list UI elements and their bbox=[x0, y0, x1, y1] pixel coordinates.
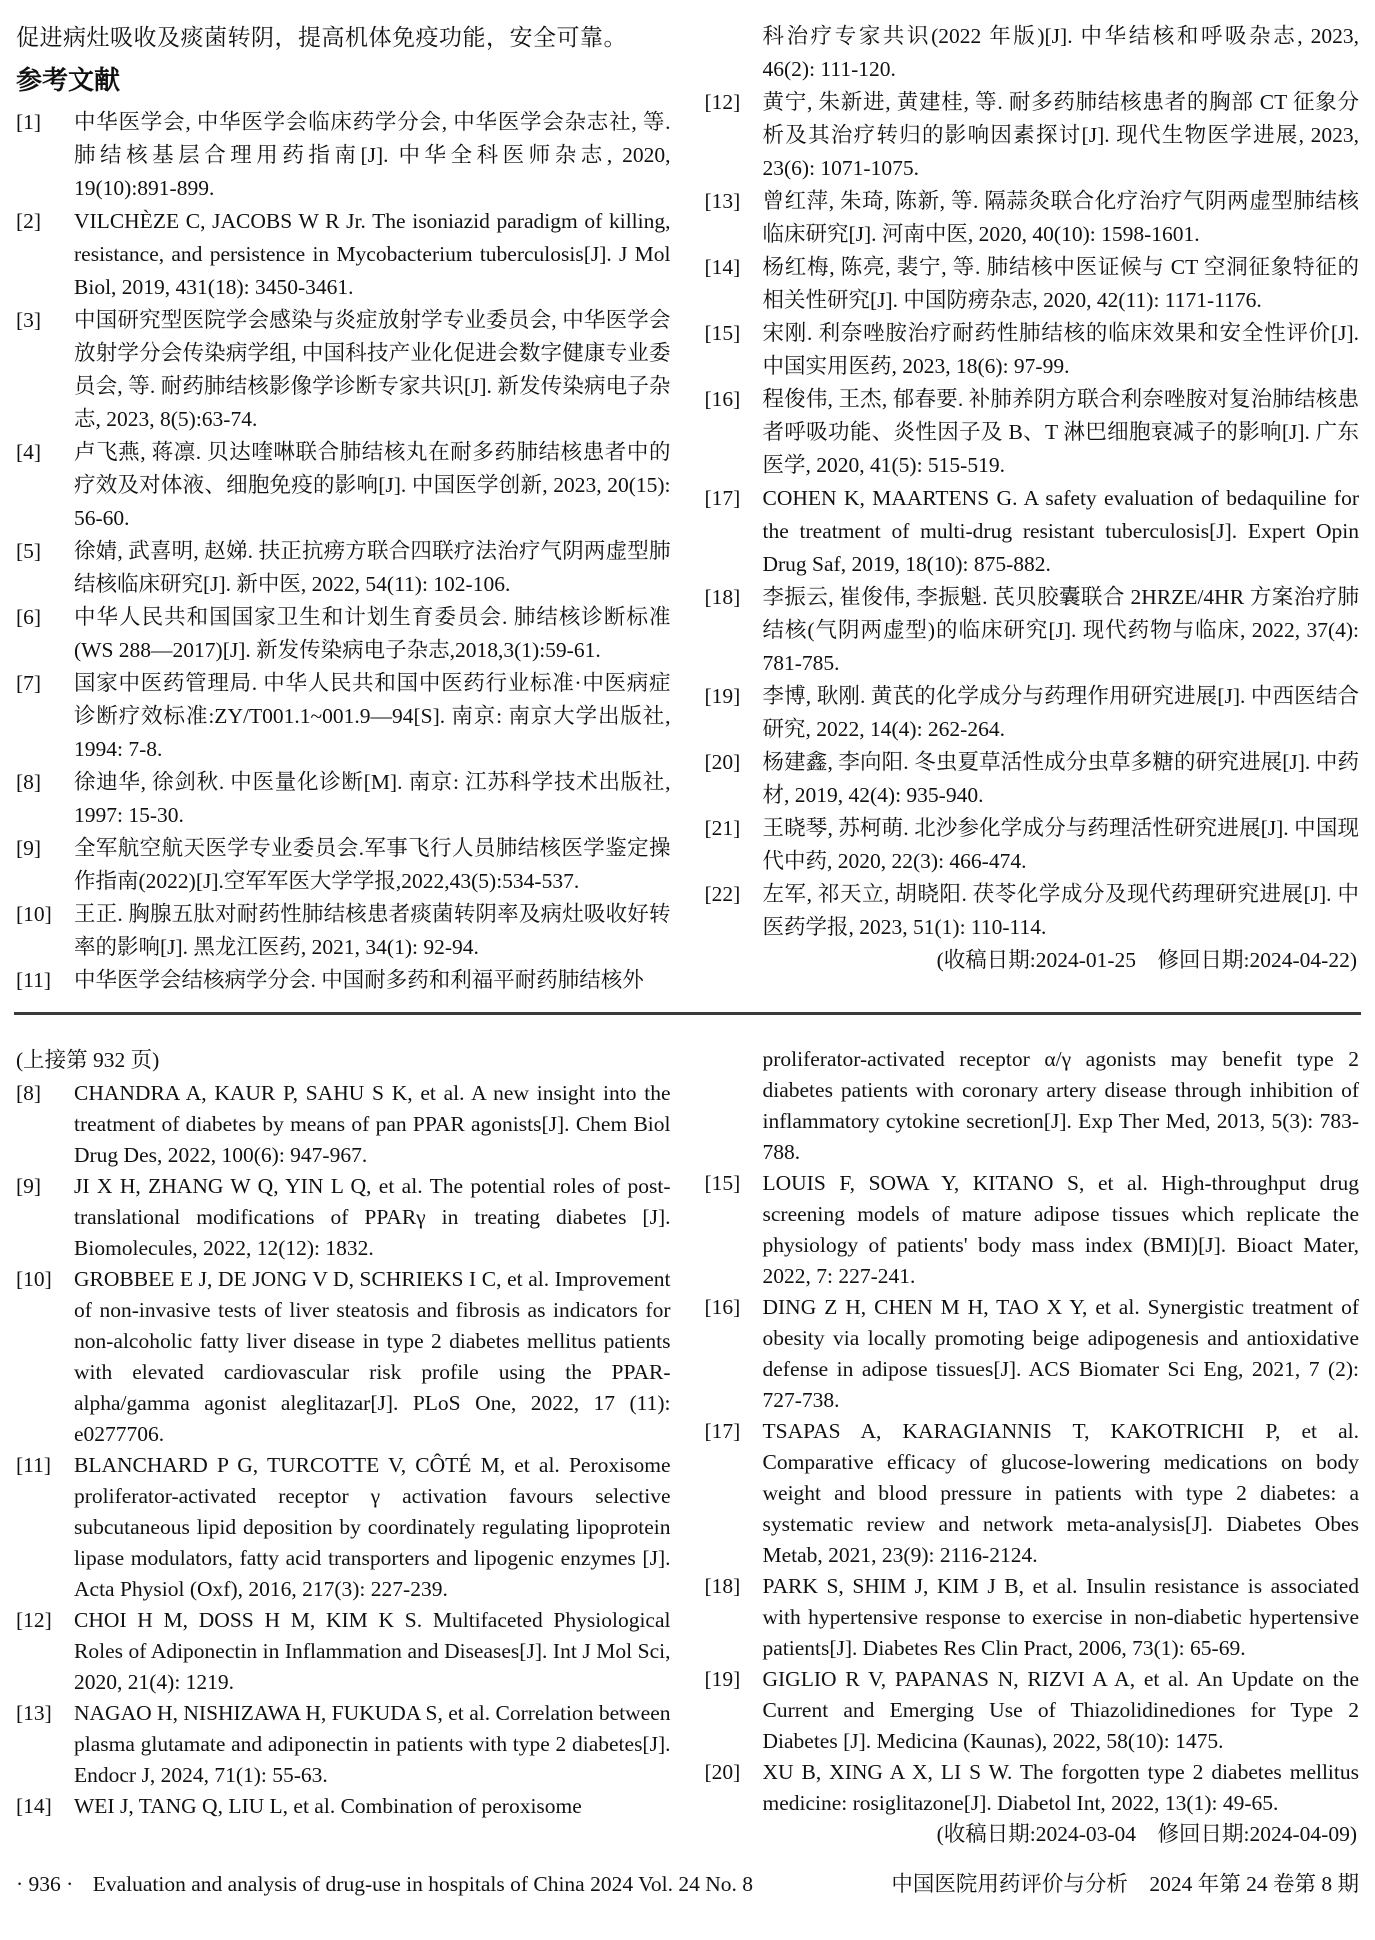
reference-text: 黄宁, 朱新进, 黄建桂, 等. 耐多药肺结核患者的胸部 CT 征象分析及其治疗转归的影响因素探讨[J]. 现代生物医学进展, 2023, 23(6): 1071-1075. bbox=[762, 90, 1359, 180]
reference-number: [20] bbox=[704, 750, 741, 774]
reference-text: 中华人民共和国国家卫生和计划生育委员会. 肺结核诊断标准(WS 288—2017)[J]. 新发传染病电子杂志,2018,3(1):59-61. bbox=[74, 605, 671, 662]
reference-text: COHEN K, MAARTENS G. A safety evaluation of bedaquiline for the treatment of multi-drug resistant tuberculosis[J]. Expert Opin Drug Saf, 2019, 18(10): 875-882. bbox=[762, 486, 1359, 576]
reference-text: BLANCHARD P G, TURCOTTE V, CÔTÉ M, et al. Peroxisome proliferator-activated receptor γ activation favours selective subcutaneous lipid deposition by coordinately regulating lipoprotein lipase modulators, fatty acid transporters and lipogenic enzymes [J]. Acta Physiol (Oxf), 2016, 217(3): 227-239. bbox=[74, 1453, 671, 1601]
reference-item bbox=[705, 317, 1360, 383]
reference-item bbox=[16, 436, 671, 535]
reference-text: GIGLIO R V, PAPANAS N, RIZVI A A, et al. An Update on the Current and Emerging Use of Thiazolidinediones for Type 2 Diabetes [J]. Medicina (Kaunas), 2022, 58(10): 1475. bbox=[762, 1667, 1359, 1753]
reference-text: NAGAO H, NISHIZAWA H, FUKUDA S, et al. Correlation between plasma glutamate and adiponectin in patients with type 2 diabetes[J]. Endocr J, 2024, 71(1): 55-63. bbox=[74, 1701, 671, 1787]
reference-list-bottom-right bbox=[705, 1168, 1360, 1819]
reference-text: 中华医学会结核病学分会. 中国耐多药和利福平耐药肺结核外 bbox=[74, 968, 644, 992]
reference-number: [17] bbox=[704, 1419, 741, 1443]
reference-item bbox=[16, 667, 671, 766]
reference-item bbox=[16, 964, 671, 997]
top-section bbox=[16, 20, 1359, 997]
reference-item bbox=[16, 1450, 671, 1605]
section-divider bbox=[14, 1012, 1361, 1015]
footer-journal-en: Evaluation and analysis of drug-use in hospitals of China 2024 Vol. 24 No. 8 bbox=[92, 1872, 753, 1896]
reference-item bbox=[705, 383, 1360, 482]
reference-continuation: 科治疗专家共识(2022 年版)[J]. 中华结核和呼吸杂志, 2023, 46(2): 111-120. bbox=[762, 24, 1359, 81]
reference-item bbox=[16, 1791, 671, 1822]
reference-item bbox=[705, 581, 1360, 680]
reference-number: [5] bbox=[16, 539, 42, 563]
reference-text: 全军航空航天医学专业委员会.军事飞行人员肺结核医学鉴定操作指南(2022)[J].空军军医大学学报,2022,43(5):534-537. bbox=[74, 836, 671, 893]
page-number: · 936 · bbox=[16, 1872, 74, 1896]
reference-number: [2] bbox=[16, 209, 42, 233]
reference-text: CHANDRA A, KAUR P, SAHU S K, et al. A new insight into the treatment of diabetes by means of pan PPAR agonists[J]. Chem Biol Drug Des, 2022, 100(6): 947-967. bbox=[74, 1081, 671, 1167]
reference-number: [10] bbox=[16, 902, 52, 926]
received-revised-dates: (收稿日期:2024-01-25 修回日期:2024-04-22) bbox=[936, 948, 1357, 972]
reference-number: [21] bbox=[704, 816, 741, 840]
reference-text: 李振云, 崔俊伟, 李振魁. 芪贝胶囊联合 2HRZE/4HR 方案治疗肺结核(气阴两虚型)的临床研究[J]. 现代药物与临床, 2022, 37(4): 781-785. bbox=[762, 585, 1359, 675]
reference-number: [16] bbox=[704, 1295, 741, 1319]
reference-item bbox=[705, 1664, 1360, 1757]
received-revised-dates: (收稿日期:2024-03-04 修回日期:2024-04-09) bbox=[936, 1822, 1357, 1846]
reference-text: VILCHÈZE C, JACOBS W R Jr. The isoniazid paradigm of killing, resistance, and persistence in Mycobacterium tuberculosis[J]. J Mol Biol, 2019, 431(18): 3450-3461. bbox=[74, 209, 671, 299]
reference-list-top-right bbox=[705, 86, 1360, 944]
reference-item bbox=[705, 251, 1360, 317]
continued-from-note: (上接第 932 页) bbox=[16, 1048, 160, 1072]
reference-text: 宋刚. 利奈唑胺治疗耐药性肺结核的临床效果和安全性评价[J]. 中国实用医药, 2023, 18(6): 97-99. bbox=[762, 321, 1359, 378]
reference-text: 中国研究型医院学会感染与炎症放射学专业委员会, 中华医学会放射学分会传染病学组, 中国科技产业化促进会数字健康专业委员会, 等. 耐药肺结核影像学诊断专家共识[J]. 新发传染病电子杂志, 2023, 8(5):63-74. bbox=[74, 308, 671, 431]
reference-item bbox=[705, 1757, 1360, 1819]
reference-item bbox=[16, 601, 671, 667]
reference-text: DING Z H, CHEN M H, TAO X Y, et al. Synergistic treatment of obesity via locally promoting beige adipogenesis and antioxidative defense in adipose tissues[J]. ACS Biomater Sci Eng, 2021, 7 (2): 727-738. bbox=[762, 1295, 1359, 1412]
reference-number: [14] bbox=[704, 255, 741, 279]
reference-item bbox=[705, 1292, 1360, 1416]
reference-item bbox=[705, 746, 1360, 812]
reference-number: [12] bbox=[16, 1608, 52, 1632]
bottom-right-column bbox=[705, 1044, 1360, 1850]
reference-number: [11] bbox=[16, 1453, 52, 1477]
reference-number: [8] bbox=[16, 770, 42, 794]
page-footer bbox=[16, 1869, 1359, 1899]
reference-item bbox=[705, 1571, 1360, 1664]
footer-journal-cn: 中国医院用药评价与分析 2024 年第 24 卷第 8 期 bbox=[891, 1872, 1359, 1896]
reference-item bbox=[16, 535, 671, 601]
reference-number: [18] bbox=[704, 585, 741, 609]
reference-item bbox=[16, 832, 671, 898]
reference-text: 徐迪华, 徐剑秋. 中医量化诊断[M]. 南京: 江苏科学技术出版社, 1997: 15-30. bbox=[74, 770, 671, 827]
reference-text: 左军, 祁天立, 胡晓阳. 茯苓化学成分及现代药理研究进展[J]. 中医药学报, 2023, 51(1): 110-114. bbox=[762, 882, 1359, 939]
reference-number: [10] bbox=[16, 1267, 52, 1291]
reference-number: [17] bbox=[704, 486, 741, 510]
reference-text: 王正. 胸腺五肽对耐药性肺结核患者痰菌转阴率及病灶吸收好转率的影响[J]. 黑龙江医药, 2021, 34(1): 92-94. bbox=[74, 902, 671, 959]
reference-item bbox=[705, 1416, 1360, 1571]
reference-item bbox=[705, 680, 1360, 746]
reference-text: WEI J, TANG Q, LIU L, et al. Combination of peroxisome bbox=[74, 1794, 582, 1818]
top-right-column bbox=[705, 20, 1360, 997]
reference-item bbox=[16, 304, 671, 436]
reference-text: PARK S, SHIM J, KIM J B, et al. Insulin resistance is associated with hypertensive response to exercise in non-diabetic hypertensive patients[J]. Diabetes Res Clin Pract, 2006, 73(1): 65-69. bbox=[762, 1574, 1359, 1660]
reference-number: [1] bbox=[16, 110, 42, 134]
reference-number: [9] bbox=[16, 836, 42, 860]
reference-item bbox=[16, 205, 671, 304]
reference-item bbox=[16, 1698, 671, 1791]
reference-text: JI X H, ZHANG W Q, YIN L Q, et al. The potential roles of post-translational modifications of PPARγ in treating diabetes [J]. Biomolecules, 2022, 12(12): 1832. bbox=[74, 1174, 671, 1260]
reference-number: [7] bbox=[16, 671, 42, 695]
reference-item bbox=[705, 482, 1360, 581]
reference-item bbox=[705, 86, 1360, 185]
reference-number: [13] bbox=[16, 1701, 52, 1725]
reference-list-bottom-left bbox=[16, 1078, 671, 1822]
reference-text: 杨红梅, 陈亮, 裴宁, 等. 肺结核中医证候与 CT 空洞征象特征的相关性研究[J]. 中国防痨杂志, 2020, 42(11): 1171-1176. bbox=[762, 255, 1359, 312]
references-heading: 参考文献 bbox=[16, 65, 121, 95]
reference-text: 徐婧, 武喜明, 赵娣. 扶正抗痨方联合四联疗法治疗气阴两虚型肺结核临床研究[J]. 新中医, 2022, 54(11): 102-106. bbox=[74, 539, 671, 596]
reference-text: 国家中医药管理局. 中华人民共和国中医药行业标准·中医病症诊断疗效标准:ZY/T001.1~001.9—94[S]. 南京: 南京大学出版社, 1994: 7-8. bbox=[74, 671, 671, 761]
reference-text: 曾红萍, 朱琦, 陈新, 等. 隔蒜灸联合化疗治疗气阴两虚型肺结核临床研究[J]. 河南中医, 2020, 40(10): 1598-1601. bbox=[762, 189, 1359, 246]
reference-number: [6] bbox=[16, 605, 42, 629]
reference-item bbox=[705, 185, 1360, 251]
reference-text: 杨建鑫, 李向阳. 冬虫夏草活性成分虫草多糖的研究进展[J]. 中药材, 2019, 42(4): 935-940. bbox=[762, 750, 1359, 807]
reference-text: XU B, XING A X, LI S W. The forgotten type 2 diabetes mellitus medicine: rosiglitazone[J]. Diabetol Int, 2022, 13(1): 49-65. bbox=[762, 1760, 1359, 1815]
reference-number: [8] bbox=[16, 1081, 42, 1105]
reference-number: [20] bbox=[704, 1760, 741, 1784]
reference-number: [14] bbox=[16, 1794, 52, 1818]
reference-number: [22] bbox=[704, 882, 741, 906]
reference-number: [12] bbox=[704, 90, 741, 114]
reference-item bbox=[16, 1078, 671, 1171]
reference-number: [19] bbox=[704, 684, 741, 708]
reference-number: [15] bbox=[704, 321, 741, 345]
reference-item bbox=[16, 898, 671, 964]
reference-item bbox=[705, 1168, 1360, 1292]
intro-paragraph: 促进病灶吸收及痰菌转阴，提高机体免疫功能，安全可靠。 bbox=[16, 25, 627, 50]
reference-item bbox=[16, 1605, 671, 1698]
reference-text: 李博, 耿刚. 黄芪的化学成分与药理作用研究进展[J]. 中西医结合研究, 2022, 14(4): 262-264. bbox=[762, 684, 1359, 741]
reference-number: [3] bbox=[16, 308, 42, 332]
top-left-column bbox=[16, 20, 671, 997]
reference-number: [9] bbox=[16, 1174, 42, 1198]
reference-text: 王晓琴, 苏柯萌. 北沙参化学成分与药理活性研究进展[J]. 中国现代中药, 2020, 22(3): 466-474. bbox=[762, 816, 1359, 873]
reference-number: [19] bbox=[704, 1667, 741, 1691]
reference-item bbox=[16, 1264, 671, 1450]
reference-item bbox=[705, 878, 1360, 944]
footer-left bbox=[16, 1869, 753, 1899]
reference-text: 卢飞燕, 蒋凛. 贝达喹啉联合肺结核丸在耐多药肺结核患者中的疗效及对体液、细胞免疫的影响[J]. 中国医学创新, 2023, 20(15): 56-60. bbox=[74, 440, 671, 530]
reference-item bbox=[16, 106, 671, 205]
reference-number: [11] bbox=[16, 968, 52, 992]
reference-text: CHOI H M, DOSS H M, KIM K S. Multifaceted Physiological Roles of Adiponectin in Inflammation and Diseases[J]. Int J Mol Sci, 2020, 21(4): 1219. bbox=[74, 1608, 671, 1694]
reference-item bbox=[16, 766, 671, 832]
reference-text: LOUIS F, SOWA Y, KITANO S, et al. High-throughput drug screening models of mature adipose tissues which replicate the physiology of patients' body mass index (BMI)[J]. Bioact Mater, 2022, 7: 227-241. bbox=[762, 1171, 1359, 1288]
reference-item bbox=[705, 812, 1360, 878]
reference-number: [16] bbox=[704, 387, 741, 411]
reference-item bbox=[16, 1171, 671, 1264]
reference-list-top-left bbox=[16, 106, 671, 997]
reference-number: [18] bbox=[704, 1574, 741, 1598]
bottom-section bbox=[16, 1044, 1359, 1850]
reference-text: GROBBEE E J, DE JONG V D, SCHRIEKS I C, et al. Improvement of non-invasive tests of liver steatosis and fibrosis as indicators for non-alcoholic fatty liver disease in type 2 diabetes mellitus patients with elevated cardiovascular risk profile using the PPAR-alpha/gamma agonist aleglitazar[J]. PLoS One, 2022, 17 (11): e0277706. bbox=[74, 1267, 671, 1446]
reference-number: [13] bbox=[704, 189, 741, 213]
reference-continuation: proliferator-activated receptor α/γ agonists may benefit type 2 diabetes patients with coronary artery disease through inhibition of inflammatory cytokine secretion[J]. Exp Ther Med, 2013, 5(3): 783-788. bbox=[762, 1047, 1359, 1164]
reference-text: TSAPAS A, KARAGIANNIS T, KAKOTRICHI P, et al. Comparative efficacy of glucose-lowering medications on body weight and blood pressure in patients with type 2 diabetes: a systematic review and network meta-analysis[J]. Diabetes Obes Metab, 2021, 23(9): 2116-2124. bbox=[762, 1419, 1359, 1567]
reference-text: 程俊伟, 王杰, 郁春要. 补肺养阴方联合利奈唑胺对复治肺结核患者呼吸功能、炎性因子及 B、T 淋巴细胞衰减子的影响[J]. 广东医学, 2020, 41(5): 515-519. bbox=[762, 387, 1359, 477]
reference-number: [15] bbox=[704, 1171, 741, 1195]
reference-text: 中华医学会, 中华医学会临床药学分会, 中华医学会杂志社, 等. 肺结核基层合理用药指南[J]. 中华全科医师杂志, 2020, 19(10):891-899. bbox=[74, 110, 671, 200]
bottom-left-column bbox=[16, 1044, 671, 1850]
reference-number: [4] bbox=[16, 440, 42, 464]
